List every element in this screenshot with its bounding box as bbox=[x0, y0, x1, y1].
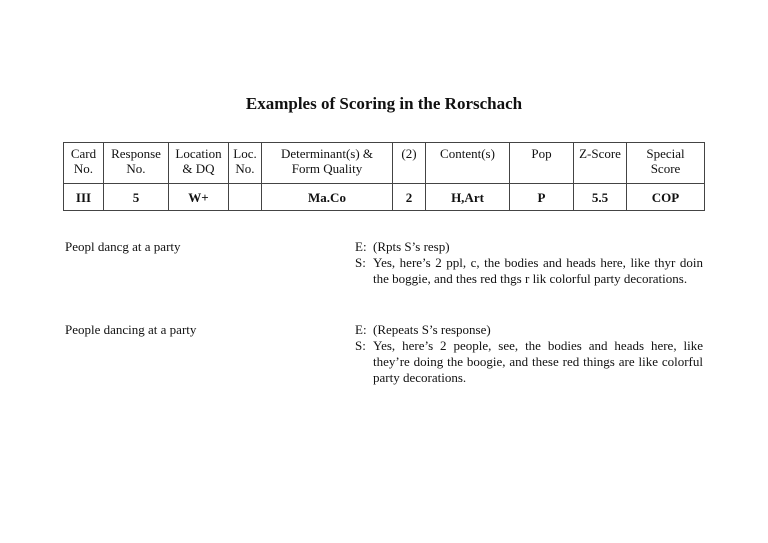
examiner-text: (Rpts S’s resp) bbox=[373, 239, 450, 254]
table-header-row bbox=[64, 143, 705, 184]
header-pop: Pop bbox=[510, 143, 574, 184]
example2-response: People dancing at a party bbox=[65, 322, 197, 337]
header-pair: (2) bbox=[393, 143, 426, 184]
examiner-marker: E: bbox=[355, 322, 367, 337]
cell-determinants: Ma.Co bbox=[262, 184, 393, 211]
header-contents: Content(s) bbox=[426, 143, 510, 184]
cell-special-score: COP bbox=[627, 184, 705, 211]
table-row bbox=[64, 184, 705, 211]
examiner-text: (Repeats S’s response) bbox=[373, 322, 491, 337]
header-loc-no: Loc. No. bbox=[229, 143, 262, 184]
cell-response-no: 5 bbox=[104, 184, 169, 211]
cell-pop: P bbox=[510, 184, 574, 211]
scoring-table bbox=[63, 142, 705, 211]
cell-pair: 2 bbox=[393, 184, 426, 211]
header-determinants: Determinant(s) & Form Quality bbox=[262, 143, 393, 184]
cell-contents: H,Art bbox=[426, 184, 510, 211]
subject-text: Yes, here’s 2 ppl, c, the bodies and heads here, like thyr doin the boggie, and thes red thgs r lik colorful party decorations. bbox=[373, 255, 703, 286]
cell-location-dq: W+ bbox=[169, 184, 229, 211]
header-location-dq: Location & DQ bbox=[169, 143, 229, 184]
example2-inquiry bbox=[355, 322, 703, 386]
example1-response: Peopl dancg at a party bbox=[65, 239, 181, 254]
examiner-marker: E: bbox=[355, 239, 367, 254]
header-response-no: Response No. bbox=[104, 143, 169, 184]
subject-marker: S: bbox=[355, 338, 366, 353]
subject-text: Yes, here’s 2 people, see, the bodies and heads here, like they’re doing the boogie, and these red things are like colorful party decorations. bbox=[373, 338, 703, 385]
cell-z-score: 5.5 bbox=[574, 184, 627, 211]
header-card-no: Card No. bbox=[64, 143, 104, 184]
example1-inquiry bbox=[355, 239, 703, 287]
cell-card-no: III bbox=[64, 184, 104, 211]
page-title: Examples of Scoring in the Rorschach bbox=[245, 94, 523, 113]
header-special-score: Special Score bbox=[627, 143, 705, 184]
header-z-score: Z-Score bbox=[574, 143, 627, 184]
subject-marker: S: bbox=[355, 255, 366, 270]
cell-loc-no bbox=[229, 184, 262, 211]
